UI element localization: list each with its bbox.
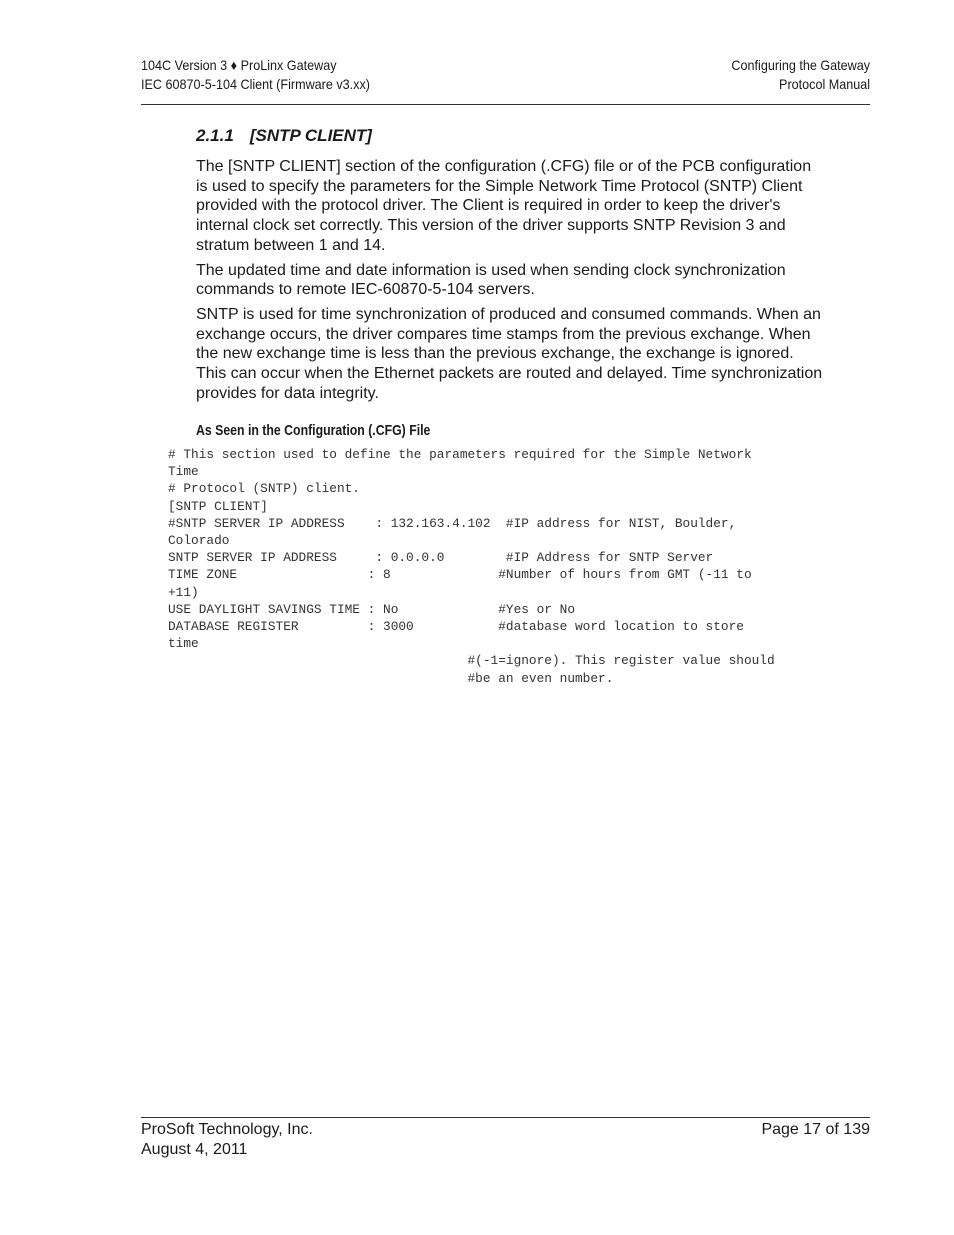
section-heading bbox=[196, 126, 372, 146]
section-number: 2.1.1 bbox=[196, 126, 234, 145]
page-header bbox=[141, 56, 870, 105]
header-product-title: 104C Version 3 ♦ ProLinx Gateway bbox=[141, 57, 337, 73]
subheading: As Seen in the Configuration (.CFG) File bbox=[196, 422, 431, 439]
footer-page-number: Page 17 of 139 bbox=[761, 1121, 870, 1138]
header-left bbox=[141, 56, 370, 94]
config-code-block: # This section used to define the parameters required for the Simple Network Time # Protocol (SNTP) client. [SNTP CLIENT] #SNTP SERVER IP ADDRESS : 132.163.4.102 #IP address for NIST, Boulder, Colorado SNTP SERVER IP ADDRESS : 0.0.0.0 #IP Address for SNTP Server TIME ZONE : 8 #Number of hours from GMT (-11 to +11) USE DAYLIGHT SAVINGS TIME : No #Yes or No DATABASE REGISTER : 3000 #database word location to store time #(-1=ignore). This register value should #be an even number. bbox=[168, 447, 775, 686]
footer-left bbox=[141, 1120, 313, 1159]
header-right bbox=[731, 56, 870, 94]
section-title: [SNTP CLIENT] bbox=[249, 126, 372, 145]
footer-company: ProSoft Technology, Inc. bbox=[141, 1121, 313, 1138]
paragraph: The [SNTP CLIENT] section of the configuration (.CFG) file or of the PCB configuration is used to specify the parameters for the Simple Network Time Protocol (SNTP) Client provided with the protocol driver. The Client is required in order to keep the driver's internal clock set correctly. This version of the driver supports SNTP Revision 3 and stratum between 1 and 14. bbox=[196, 158, 812, 254]
page-footer bbox=[141, 1117, 870, 1158]
header-chapter: Configuring the Gateway bbox=[731, 57, 870, 73]
paragraph: SNTP is used for time synchronization of produced and consumed commands. When an exchange occurs, the driver compares time stamps from the previous exchange. When the new exchange time is less than the previous exchange, the exchange is ignored. This can occur when the Ethernet packets are routed and delayed. Time synchronization provides for data integrity. bbox=[196, 305, 823, 402]
footer-date: August 4, 2011 bbox=[141, 1140, 248, 1158]
header-firmware: IEC 60870-5-104 Client (Firmware v3.xx) bbox=[141, 76, 370, 92]
header-manual: Protocol Manual bbox=[778, 76, 870, 92]
paragraph: The updated time and date information is used when sending clock synchronization commands to remote IEC-60870-5-104 servers. bbox=[196, 261, 786, 299]
body-text bbox=[196, 157, 826, 408]
